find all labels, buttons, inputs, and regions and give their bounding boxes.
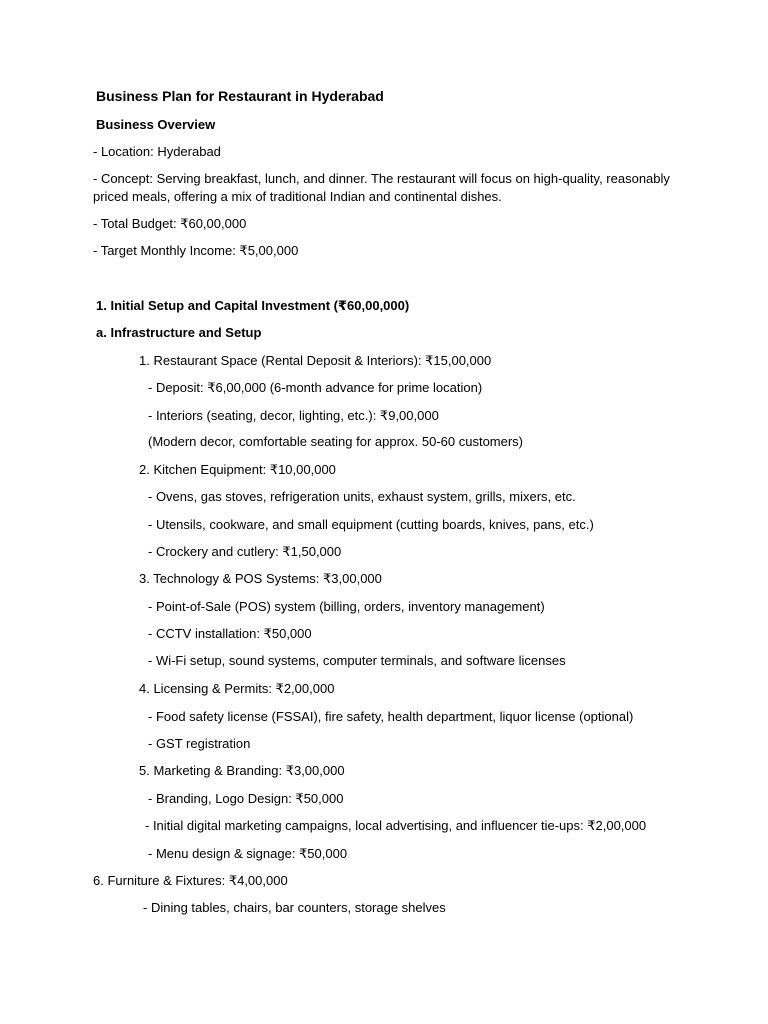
list-item: 3. Technology & POS Systems: ₹3,00,000	[139, 571, 382, 586]
document-title: Business Plan for Restaurant in Hyderabad	[96, 88, 384, 104]
overview-target-income: - Target Monthly Income: ₹5,00,000	[93, 243, 299, 258]
list-item: - Crockery and cutlery: ₹1,50,000	[148, 544, 342, 559]
list-item: - Food safety license (FSSAI), fire safety, health department, liquor license (optional)	[148, 709, 634, 724]
list-item: (Modern decor, comfortable seating for approx. 50-60 customers)	[148, 434, 524, 449]
list-item: - Utensils, cookware, and small equipment (cutting boards, knives, pans, etc.)	[148, 517, 594, 532]
section1-heading: 1. Initial Setup and Capital Investment (₹60,00,000)	[96, 298, 410, 313]
list-item: - Point-of-Sale (POS) system (billing, orders, inventory management)	[148, 599, 545, 614]
list-item: - GST registration	[148, 736, 251, 751]
list-item: - Wi-Fi setup, sound systems, computer terminals, and software licenses	[148, 653, 566, 668]
list-item: - Ovens, gas stoves, refrigeration units, exhaust system, grills, mixers, etc.	[148, 489, 576, 504]
list-item: - Interiors (seating, decor, lighting, etc.): ₹9,00,000	[148, 408, 439, 423]
list-item: - Menu design & signage: ₹50,000	[148, 846, 348, 861]
list-item: 6. Furniture & Fixtures: ₹4,00,000	[93, 873, 288, 888]
list-item: 1. Restaurant Space (Rental Deposit & Interiors): ₹15,00,000	[139, 353, 492, 368]
section1-subheading-a: a. Infrastructure and Setup	[96, 325, 262, 340]
list-item: 2. Kitchen Equipment: ₹10,00,000	[139, 462, 336, 477]
list-item: - Deposit: ₹6,00,000 (6-month advance for prime location)	[148, 380, 483, 395]
list-item: 4. Licensing & Permits: ₹2,00,000	[139, 681, 335, 696]
overview-total-budget: - Total Budget: ₹60,00,000	[93, 216, 247, 231]
overview-concept: - Concept: Serving breakfast, lunch, and dinner. The restaurant will focus on high-quality, reasonably priced meals, offering a mix of traditional Indian and continental dishes.	[93, 171, 670, 204]
list-item: - CCTV installation: ₹50,000	[148, 626, 312, 641]
overview-location: - Location: Hyderabad	[93, 144, 221, 159]
list-item: - Branding, Logo Design: ₹50,000	[148, 791, 344, 806]
list-item: - Initial digital marketing campaigns, local advertising, and influencer tie-ups: ₹2,00,000	[145, 818, 647, 833]
list-item: - Dining tables, chairs, bar counters, storage shelves	[143, 900, 446, 915]
list-item: 5. Marketing & Branding: ₹3,00,000	[139, 763, 345, 778]
overview-heading: Business Overview	[96, 117, 216, 132]
